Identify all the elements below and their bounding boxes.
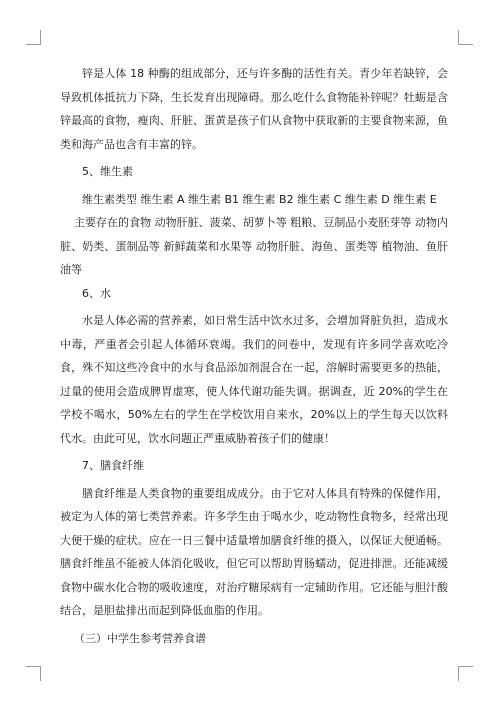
crop-mark-bottom-left xyxy=(26,666,41,681)
water-paragraph: 水是人体必需的营养素，如日常生活中饮水过多，会增加肾脏负担，造成水中毒，严重者会引起人体循环衰竭。我们的问卷中，发现有许多同学喜欢吃冷食，殊不知这些冷食中的水与食品添加剂混合在一起，溶解时需要更多的热能，过量的使用会造成脾胃虚寒，使人体代谢功能失调。据调查，近 20%的学生在学校不喝水，50%左右的学生在学校饮用自来水，20%以上的学生每天以饮料代水。由此可见，饮水问题正严重威胁着孩子们的健康！ xyxy=(60,314,448,445)
fiber-paragraph: 膳食纤维是人类食物的重要组成成分。由于它对人体具有特殊的保健作用，被定为人体的第七类营养素。许多学生由于喝水少，吃动物性食物多，经常出现大便干燥的症状。应在一日三餐中适量增加膳食纤维的摄入，以保证大便通畅。膳食纤维虽不能被人体消化吸收，但它可以帮助胃肠蠕动，促进排泄。还能减缓食物中碳水化合物的吸收速度，对治疗糖尿病有一定辅助作用。它还能与胆汁酸结合，是胆盐排出而起到降低血脂的作用。 xyxy=(60,486,448,617)
vitamin-foods: 主要存在的食物 动物肝脏、菠菜、胡萝卜等 粗粮、豆制品小麦胚芽等 动物内脏、奶类、蛋制品等 新鲜蔬菜和水果等 动物肝脏、海鱼、蛋类等 植物油、鱼肝油等 xyxy=(60,216,448,276)
water-heading: 6、水 xyxy=(82,286,111,300)
zinc-paragraph: 锌是人体 18 种酶的组成部分，还与许多酶的活性有关。青少年若缺锌，会导致机体抵抗力下降，生长发育出现障碍。那么吃什么食物能补锌呢？牡蛎是含锌最高的食物，瘦肉、肝脏、蛋黄是孩子们从食物中获取新的主要食物来源，鱼类和海产品也含有丰富的锌。 xyxy=(60,67,448,151)
crop-mark-top-left xyxy=(26,30,41,45)
crop-mark-bottom-right xyxy=(458,666,473,681)
document-body xyxy=(60,62,448,650)
vitamin-heading: 5、维生素 xyxy=(82,165,133,178)
vitamin-types: 维生素类型 维生素 A 维生素 B1 维生素 B2 维生素 C 维生素 D 维生素 E xyxy=(82,192,437,206)
fiber-heading: 7、膳食纤维 xyxy=(82,459,144,472)
recipes-heading: （三）中学生参考营养食谱 xyxy=(74,631,206,645)
crop-mark-top-right xyxy=(458,30,473,45)
